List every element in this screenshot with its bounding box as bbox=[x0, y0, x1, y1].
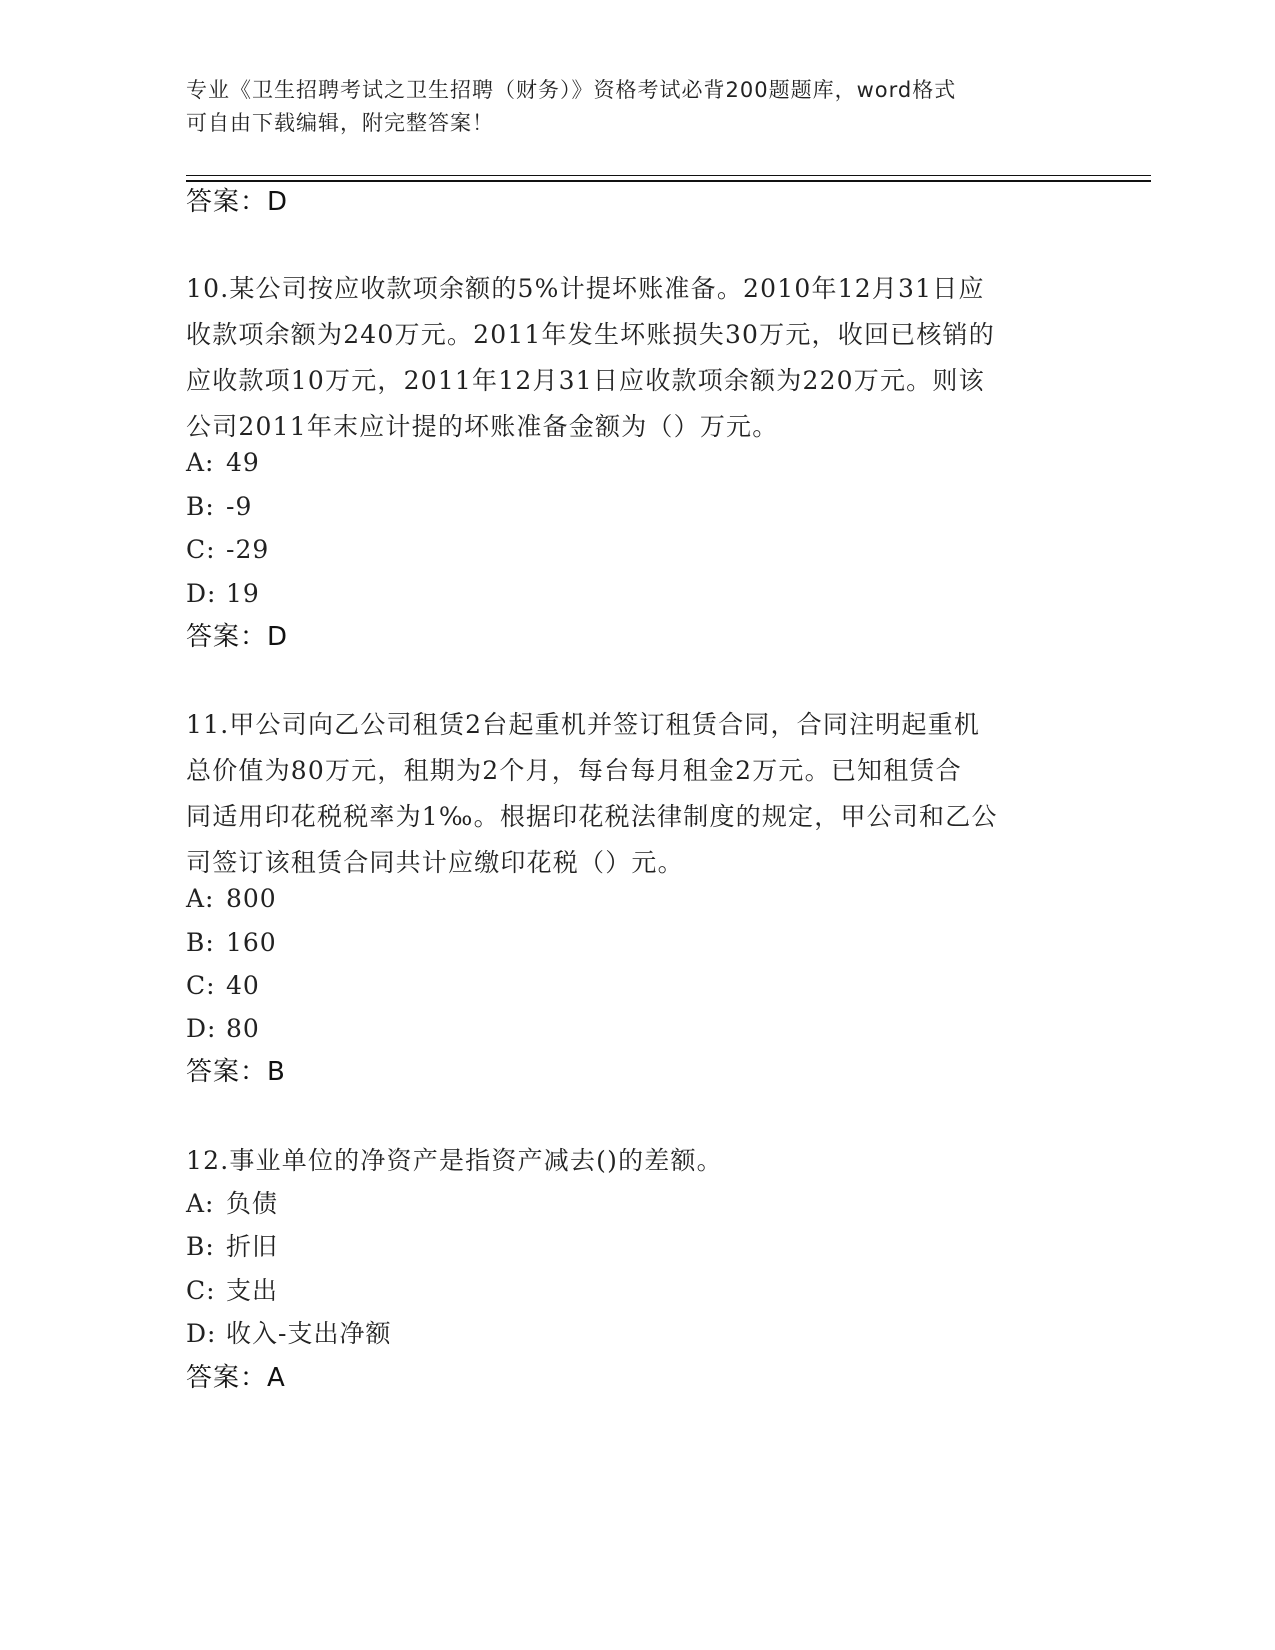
option-text: -9 bbox=[226, 492, 253, 521]
question-line: 总价值为80万元，租期为2个月，每台每月租金2万元。已知租赁合 bbox=[186, 756, 962, 785]
question-line: 11.甲公司向乙公司租赁2台起重机并签订租赁合同，合同注明起重机 bbox=[186, 710, 981, 739]
option-key: C: bbox=[186, 535, 216, 564]
question-line: 司签订该租赁合同共计应缴印花税（）元。 bbox=[186, 848, 684, 877]
question-line: 同适用印花税税率为1‰。根据印花税法律制度的规定，甲公司和乙公 bbox=[186, 802, 998, 831]
question-10-answer: 答案：D bbox=[186, 622, 289, 652]
option-text: 折旧 bbox=[226, 1232, 279, 1261]
option-key: C: bbox=[186, 1276, 216, 1305]
question-11-option-c bbox=[186, 968, 260, 1004]
question-11-stem bbox=[186, 702, 1086, 886]
option-text: -29 bbox=[226, 535, 270, 564]
option-key: A: bbox=[186, 884, 215, 913]
question-12-option-d bbox=[186, 1316, 391, 1352]
option-key: A: bbox=[186, 1189, 215, 1218]
document-header bbox=[186, 74, 1066, 140]
question-10-option-c bbox=[186, 532, 269, 568]
question-11-option-a bbox=[186, 881, 277, 917]
option-text: 49 bbox=[226, 448, 260, 477]
option-key: D: bbox=[186, 1014, 217, 1043]
option-text: 支出 bbox=[226, 1276, 279, 1305]
option-text: 40 bbox=[226, 971, 260, 1000]
question-10-stem bbox=[186, 266, 1086, 450]
question-12-answer: 答案：A bbox=[186, 1363, 286, 1393]
header-divider-thin bbox=[186, 175, 1151, 176]
option-key: B: bbox=[186, 1232, 215, 1261]
previous-answer: 答案：D bbox=[186, 187, 289, 217]
option-key: D: bbox=[186, 1319, 217, 1348]
option-text: 负债 bbox=[226, 1189, 279, 1218]
question-10-option-a bbox=[186, 445, 260, 481]
option-key: B: bbox=[186, 492, 215, 521]
option-text: 80 bbox=[226, 1014, 260, 1043]
question-line: 应收款项10万元，2011年12月31日应收款项余额为220万元。则该 bbox=[186, 366, 985, 395]
option-text: 800 bbox=[226, 884, 277, 913]
option-text: 19 bbox=[226, 579, 260, 608]
question-line: 收款项余额为240万元。2011年发生坏账损失30万元，收回已核销的 bbox=[186, 320, 995, 349]
option-key: D: bbox=[186, 579, 217, 608]
question-11-option-d bbox=[186, 1011, 260, 1047]
option-text: 160 bbox=[226, 928, 277, 957]
question-12-stem bbox=[186, 1138, 1086, 1184]
question-10-option-b bbox=[186, 489, 252, 525]
option-key: C: bbox=[186, 971, 216, 1000]
question-11-answer: 答案：B bbox=[186, 1057, 286, 1087]
question-line: 公司2011年末应计提的坏账准备金额为（）万元。 bbox=[186, 412, 779, 441]
question-line: 10.某公司按应收款项余额的5%计提坏账准备。2010年12月31日应 bbox=[186, 274, 985, 303]
question-line: 12.事业单位的净资产是指资产减去()的差额。 bbox=[186, 1146, 723, 1175]
question-12-option-a bbox=[186, 1186, 278, 1222]
option-text: 收入-支出净额 bbox=[226, 1319, 392, 1348]
header-line-2: 可自由下载编辑，附完整答案！ bbox=[186, 111, 494, 135]
header-divider-thick bbox=[186, 180, 1151, 182]
question-10-option-d bbox=[186, 576, 260, 612]
header-line-1: 专业《卫生招聘考试之卫生招聘（财务）》资格考试必背200题题库，word格式 bbox=[186, 78, 957, 102]
question-12-option-c bbox=[186, 1273, 278, 1309]
question-12-option-b bbox=[186, 1229, 278, 1265]
option-key: B: bbox=[186, 928, 215, 957]
question-11-option-b bbox=[186, 925, 277, 961]
option-key: A: bbox=[186, 448, 215, 477]
